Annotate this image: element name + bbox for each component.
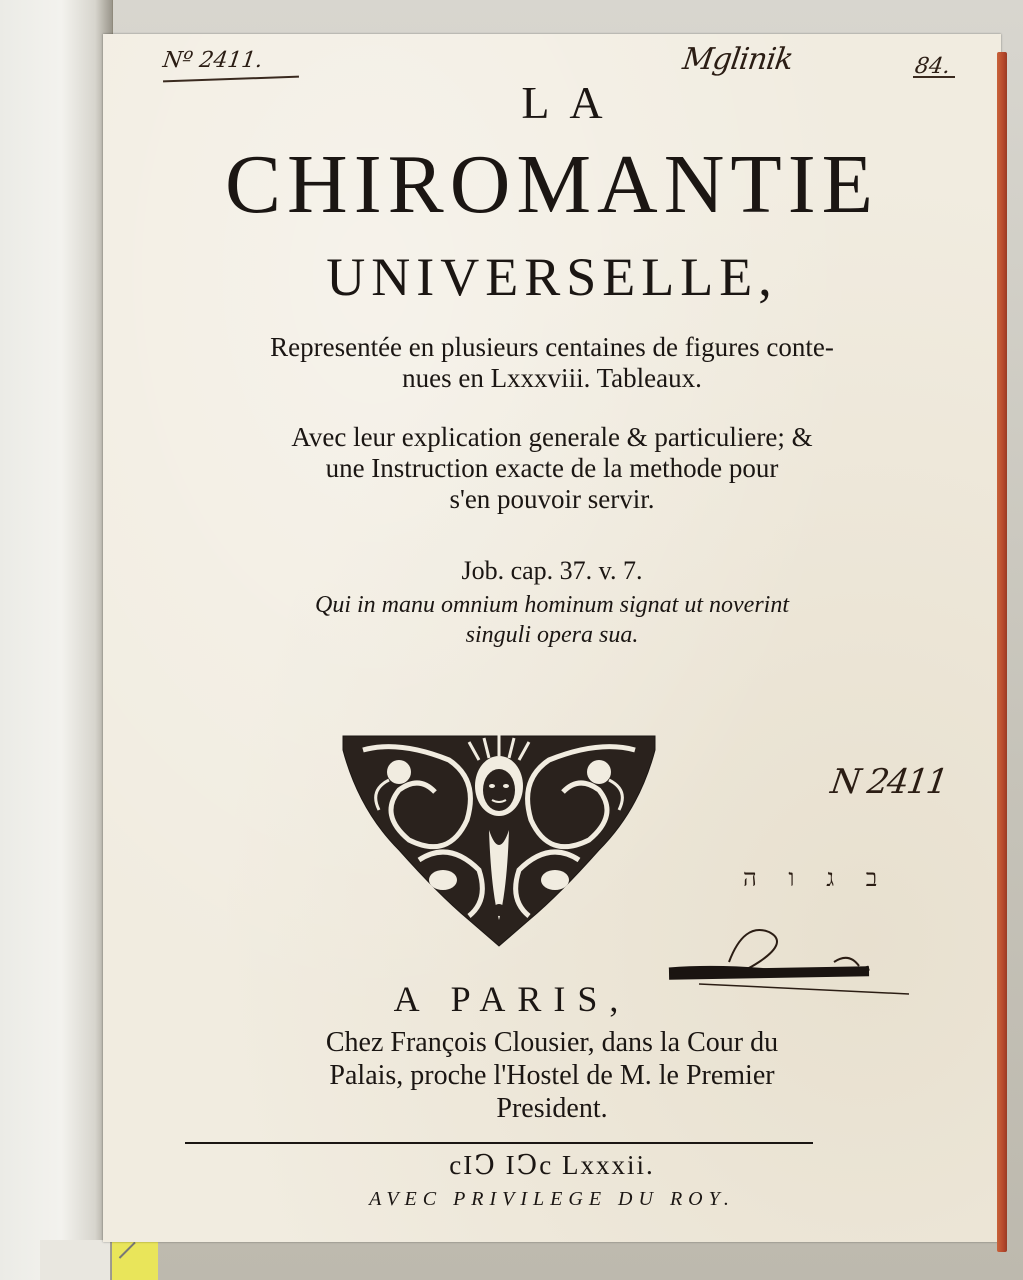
handwritten-hebrew: ב ג ו ה — [743, 864, 890, 892]
woodcut-ornament-icon — [339, 720, 659, 952]
left-page-stack — [0, 0, 113, 1280]
handwritten-number-margin: N 2411 — [828, 762, 949, 802]
imprint-publisher: Chez François Clousier, dans la Cour du Palais, proche l'Hostel de M. le Premier President. — [325, 1027, 779, 1124]
subtitle-representee: Representée en plusieurs centaines de figures conte- nues en Lxxxviii. Tableaux. — [270, 332, 834, 393]
handwritten-number-top-left: Nº 2411. — [161, 48, 265, 73]
horizontal-rule — [185, 1142, 813, 1144]
handwritten-number-top-right: 84. — [913, 54, 952, 79]
title-line-la: LA — [521, 77, 623, 128]
imprint-place: A PARIS, — [393, 979, 631, 1019]
handwritten-owner-signature: Mglinik — [680, 42, 795, 77]
latin-motto: Qui in manu omnium hominum signat ut noverint singuli opera sua. — [315, 592, 789, 648]
title-page — [103, 34, 1001, 1242]
bookmark-tab — [112, 1238, 158, 1280]
title-line-chiromantie: CHIROMANTIE — [225, 138, 879, 231]
imprint-date: cIↃ IↃc Lxxxii. — [449, 1150, 655, 1180]
scripture-reference: Job. cap. 37. v. 7. — [461, 556, 643, 585]
title-line-universelle: UNIVERSELLE, — [326, 247, 778, 307]
subtitle-explication: Avec leur explication generale & particuliere; & une Instruction exacte de la methode pour s'en pouvoir servir. — [291, 422, 813, 514]
royal-privilege: AVEC PRIVILEGE DU ROY. — [369, 1188, 735, 1210]
